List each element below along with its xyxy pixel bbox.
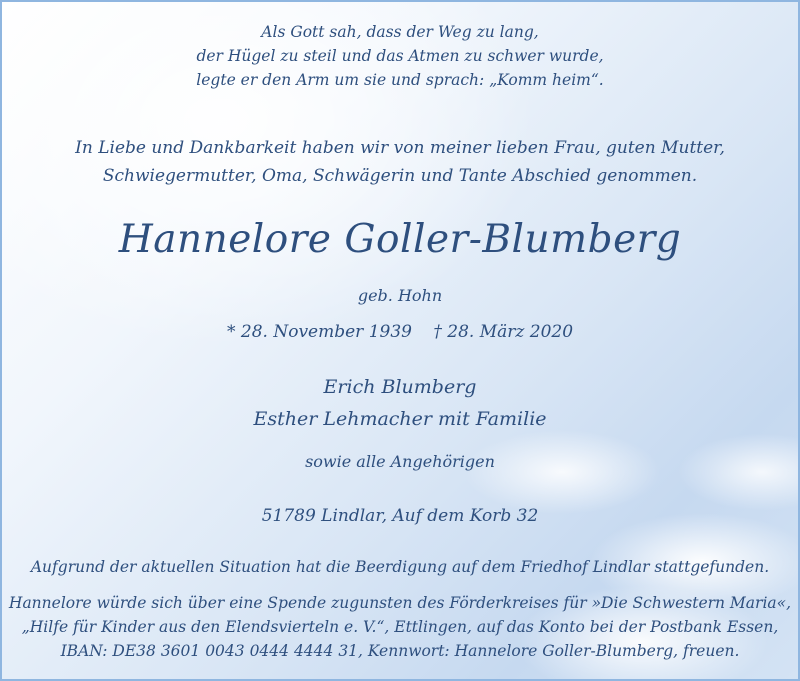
mourner-name: Erich Blumberg (323, 376, 477, 398)
intro-text (2, 134, 798, 190)
maiden-name: geb. Hohn (357, 286, 443, 305)
address: 51789 Lindlar, Auf dem Korb 32 (261, 506, 539, 526)
funeral-notice: Aufgrund der aktuellen Situation hat die Beerdigung auf dem Friedhof Lindlar stattgefunden. (30, 558, 770, 576)
death-date: † 28. März 2020 (433, 322, 574, 342)
intro-line: Schwiegermutter, Oma, Schwägerin und Tante Abschied genommen. (102, 166, 698, 186)
mourner-name: Esther Lehmacher mit Familie (253, 408, 547, 430)
donation-line: IBAN: DE38 3601 0043 0444 4444 31, Kennwort: Hannelore Goller-Blumberg, freuen. (60, 642, 740, 660)
donation-line: „Hilfe für Kinder aus den Elendsvierteln e. V.“, Ettlingen, auf das Konto bei der Postbank Essen, (21, 618, 779, 636)
donation-request (2, 591, 798, 663)
relatives-text: sowie alle Angehörigen (305, 452, 495, 471)
donation-line: Hannelore würde sich über eine Spende zugunsten des Förderkreises für »Die Schwestern Maria«, (8, 594, 792, 612)
poem-line: legte er den Arm um sie und sprach: „Komm heim“. (196, 71, 604, 89)
life-dates (2, 320, 798, 344)
poem-line: Als Gott sah, dass der Weg zu lang, (261, 23, 539, 41)
deceased-name: Hannelore Goller-Blumberg (118, 217, 682, 262)
birth-date: * 28. November 1939 (226, 322, 412, 342)
intro-line: In Liebe und Dankbarkeit haben wir von meiner lieben Frau, guten Mutter, (75, 138, 725, 158)
poem (2, 20, 798, 92)
poem-line: der Hügel zu steil und das Atmen zu schwer wurde, (196, 47, 604, 65)
